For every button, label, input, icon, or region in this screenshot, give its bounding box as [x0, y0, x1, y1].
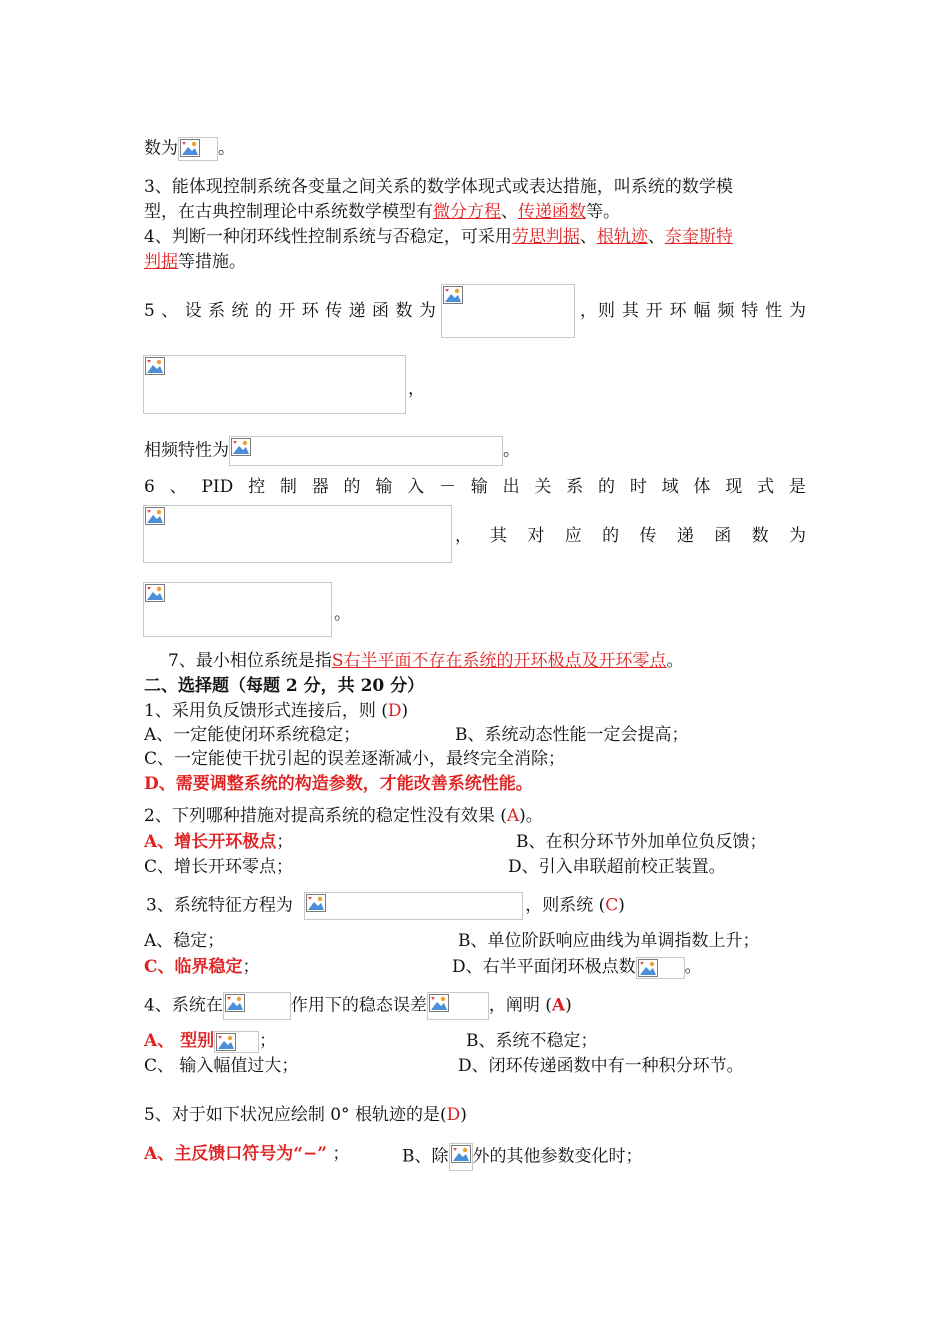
q4-text: 4、判断一种闭环线性控制系统与否稳定，可采用 — [144, 227, 512, 247]
q5-char: 开 — [645, 301, 663, 321]
q5-char: 系 — [208, 301, 226, 321]
q5-char: 频 — [717, 301, 735, 321]
question-tail — [144, 137, 235, 161]
broken-image-icon — [451, 1145, 471, 1163]
input-image — [223, 992, 291, 1020]
phase-label: 相频特性为 — [144, 440, 229, 461]
q6-line1 — [144, 476, 806, 498]
q6-char: 域 — [661, 477, 679, 497]
type-image — [214, 1031, 259, 1053]
punctuation: 。 — [684, 957, 702, 977]
c4-stem-text: 4、系统在 — [144, 995, 223, 1016]
c3-option-b: B、单位阶跃响应曲线为单调指数上升； — [458, 931, 760, 951]
open-loop-tf-image — [441, 284, 575, 338]
q6-char: 输 — [375, 477, 393, 497]
q5-char: 函 — [372, 301, 390, 321]
q5-char: 则 — [598, 301, 615, 321]
q4-line1 — [144, 226, 733, 248]
q5-char: 的 — [254, 301, 272, 321]
broken-image-icon — [306, 894, 326, 912]
c2-option-a — [144, 831, 293, 853]
punctuation: ； — [259, 1031, 277, 1051]
q5-line1-left — [144, 300, 436, 322]
c4-stem-text: ，阐明 ( — [488, 995, 552, 1016]
c3-option-a: A、稳定； — [144, 931, 225, 951]
q5-char: 为 — [789, 301, 806, 321]
q6-char: 时 — [629, 477, 647, 497]
c4-option-a-text: A、 型别 — [144, 1031, 215, 1051]
c3-option-d-text: D、右半平面闭环极点数 — [452, 957, 636, 977]
param-image — [449, 1143, 473, 1171]
c3-answer: C — [605, 895, 619, 916]
q5-char: 环 — [669, 301, 687, 321]
c5-option-b-text: 外的其他参数变化时； — [472, 1146, 643, 1167]
broken-image-icon — [145, 507, 165, 525]
q6-char: 体 — [693, 477, 711, 497]
q3-answer-2: 传递函数 — [518, 202, 586, 222]
pole-count-image — [636, 957, 685, 979]
error-image — [427, 992, 489, 1020]
q5-line1-right — [598, 300, 806, 322]
q6-char: － — [438, 477, 456, 497]
q6-line2-right — [490, 525, 806, 547]
broken-image-icon — [180, 139, 200, 157]
punctuation: ) — [565, 995, 572, 1016]
q6-char: 的 — [598, 477, 615, 497]
punctuation: )。 — [519, 806, 543, 826]
q6-end: 。 — [334, 604, 351, 624]
c4-option-b: B、系统不稳定； — [466, 1031, 598, 1051]
q6-char: 数 — [751, 526, 769, 546]
c1-option-b: B、系统动态性能一定会提高； — [455, 725, 689, 745]
punctuation: ； — [242, 957, 260, 977]
c1-stem — [144, 700, 408, 722]
broken-image-icon — [145, 584, 165, 602]
punctuation: 。 — [503, 440, 520, 461]
c3-stem — [146, 892, 625, 920]
c5-option-b — [402, 1143, 643, 1171]
c2-option-a-text: A、增长开环极点 — [144, 832, 277, 852]
c2-stem — [144, 805, 543, 827]
q6-char: 制 — [279, 477, 297, 497]
c2-answer: A — [506, 806, 520, 826]
time-domain-image — [143, 505, 452, 563]
q6-char: 的 — [602, 526, 620, 546]
q5-char: 递 — [348, 301, 366, 321]
q5-char: 特 — [741, 301, 759, 321]
c5-option-a-text: A、主反馈口符号为“−” — [144, 1144, 327, 1164]
q5-char: 性 — [765, 301, 783, 321]
c5-option-a — [144, 1143, 349, 1165]
punctuation: 。 — [218, 138, 235, 159]
q7-text: 7、最小相位系统是指 — [168, 651, 332, 671]
c1-stem-text: 1、采用负反馈形式连接后，则 ( — [144, 701, 388, 721]
punctuation: ) — [401, 701, 409, 721]
c4-option-c: C、 输入幅值过大； — [144, 1056, 299, 1076]
broken-image-icon — [145, 357, 165, 375]
q6-char: 入 — [407, 477, 425, 497]
q4-answer-1: 劳思判据 — [511, 227, 580, 247]
q6-char: 出 — [502, 477, 520, 497]
q5-char: 开 — [278, 301, 296, 321]
q6-char: 是 — [788, 477, 806, 497]
q6-char: 6 — [144, 477, 155, 497]
q7-end: 。 — [666, 651, 684, 671]
q5-char: 其 — [621, 301, 639, 321]
punctuation: ； — [276, 832, 294, 852]
separator: 、 — [647, 227, 665, 247]
c1-option-a: A、一定能使闭环系统稳定； — [144, 725, 361, 745]
phase-image — [229, 436, 503, 466]
q5-char: 环 — [301, 301, 319, 321]
punctuation: ) — [618, 895, 625, 916]
q3-text: 型，在古典控制理论中系统数学模型有 — [144, 202, 433, 222]
c4-option-d: D、闭环传递函数中有一种积分环节。 — [458, 1056, 744, 1076]
q3-line2 — [144, 201, 620, 223]
pid-tf-image — [143, 582, 332, 637]
c3-option-c-text: C、临界稳定 — [144, 957, 243, 977]
section-title: 二、选择题（每题 2 分，共 20 分） — [144, 676, 425, 696]
broken-image-icon — [216, 1033, 236, 1051]
q6-char: 为 — [789, 526, 806, 546]
q5-char: 、 — [161, 301, 179, 321]
c3-option-d — [452, 956, 702, 979]
q6-char: PID — [201, 477, 234, 497]
q5-char: 传 — [325, 301, 343, 321]
q6-char: 其 — [490, 526, 507, 546]
q6-char: 系 — [566, 477, 584, 497]
q5-char: 5 — [144, 301, 155, 321]
c4-stem — [144, 992, 572, 1020]
q5-char: 为 — [418, 301, 436, 321]
c1-option-c: C、一定能使干扰引起的误差逐渐减小，最终完全消除； — [144, 749, 566, 769]
q6-char: 输 — [470, 477, 488, 497]
q6-char: 、 — [169, 477, 187, 497]
q5-char: 统 — [231, 301, 249, 321]
q4-answer-2: 根轨迹 — [596, 227, 648, 247]
c2-option-d: D、引入串联超前校正装置。 — [508, 857, 726, 877]
q6-comma: ， — [455, 526, 472, 546]
q6-char: 应 — [564, 526, 582, 546]
q4-answer-3b: 判据 — [144, 252, 178, 272]
broken-image-icon — [429, 994, 449, 1012]
q5-comma-2: ， — [408, 379, 425, 399]
q6-char: 控 — [248, 477, 266, 497]
c5-stem-text: 5、对于如下状况应绘制 0° 根轨迹的是( — [144, 1105, 447, 1125]
q6-char: 现 — [725, 477, 743, 497]
c3-option-c — [144, 956, 260, 978]
q6-char: 器 — [311, 477, 329, 497]
magnitude-image — [143, 355, 406, 414]
formula-image — [178, 137, 218, 161]
q7-line — [168, 650, 683, 672]
char-equation-image — [304, 892, 523, 920]
separator: 、 — [501, 202, 518, 222]
c4-option-a — [144, 1030, 276, 1053]
q5-char: 幅 — [693, 301, 711, 321]
punctuation: ； — [327, 1144, 350, 1164]
q6-char: 函 — [714, 526, 732, 546]
question-tail-text: 数为 — [144, 138, 178, 159]
broken-image-icon — [638, 959, 658, 977]
c2-option-c: C、增长开环零点； — [144, 857, 294, 877]
q5-char: 数 — [395, 301, 413, 321]
punctuation: ) — [460, 1105, 467, 1125]
q7-answer: S右半平面不存在系统的开环极点及开环零点 — [331, 651, 667, 671]
q6-char: 的 — [343, 477, 361, 497]
c2-option-b: B、在积分环节外加单位负反馈； — [516, 832, 767, 852]
q4-answer-3a: 奈奎斯特 — [664, 227, 733, 247]
c1-option-d: D、需要调整系统的构造参数，才能改善系统性能。 — [144, 774, 533, 794]
q4-line2 — [144, 251, 246, 273]
c2-stem-text: 2、下列哪种措施对提高系统的稳定性没有效果 ( — [144, 806, 507, 826]
c3-stem-text: 3、系统特征方程为 — [146, 895, 293, 916]
q6-char: 关 — [534, 477, 552, 497]
c5-option-b-text: B、除 — [402, 1146, 449, 1167]
q4-end: 等措施。 — [178, 252, 246, 272]
q3-answer-1: 微分方程 — [433, 202, 501, 222]
q6-char: 递 — [676, 526, 694, 546]
q6-char: 式 — [757, 477, 775, 497]
q5-phase-line — [144, 436, 520, 466]
c4-stem-text: 作用下的稳态误差 — [290, 995, 427, 1016]
q3-end: 等。 — [586, 202, 620, 222]
broken-image-icon — [225, 994, 245, 1012]
q3-line1: 3、能体现控制系统各变量之间关系的数学体现式或表达措施，叫系统的数学模 — [144, 177, 733, 197]
c5-answer: D — [446, 1105, 461, 1125]
broken-image-icon — [231, 438, 251, 456]
separator: 、 — [579, 227, 597, 247]
q5-comma: ， — [580, 301, 597, 321]
q6-char: 传 — [639, 526, 657, 546]
q5-char: 设 — [184, 301, 202, 321]
c1-answer: D — [387, 701, 402, 721]
q6-char: 对 — [527, 526, 545, 546]
c4-answer: A — [551, 995, 566, 1016]
c3-mid: ，则系统 ( — [525, 895, 606, 916]
c5-stem — [144, 1104, 467, 1126]
broken-image-icon — [443, 286, 463, 304]
